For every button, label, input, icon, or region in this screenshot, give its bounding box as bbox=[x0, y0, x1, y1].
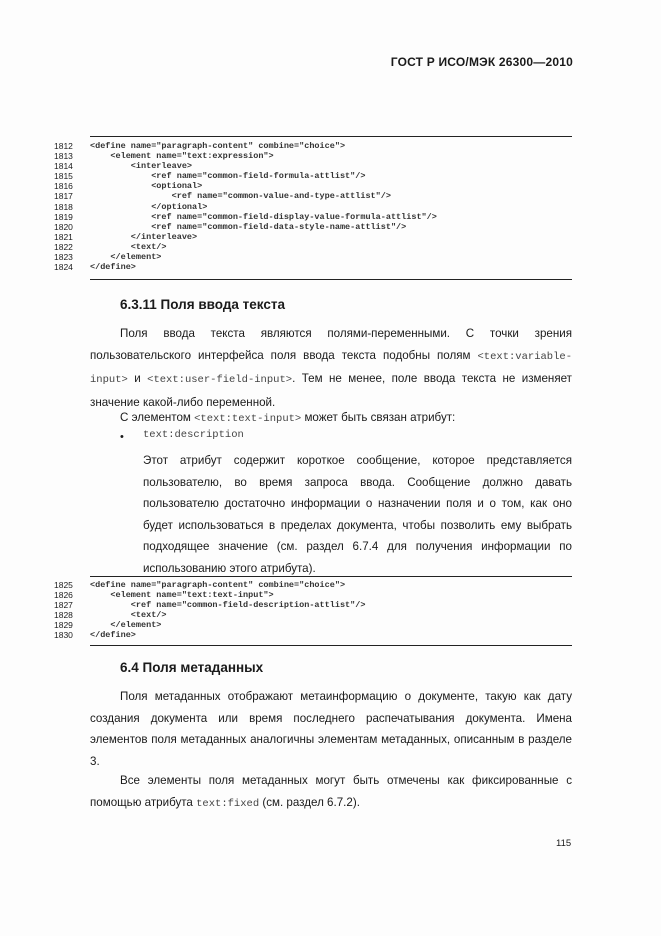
code-text: <optional> bbox=[90, 181, 203, 192]
line-number: 1827 bbox=[54, 600, 73, 611]
line-number: 1815 bbox=[54, 171, 73, 182]
line-number: 1824 bbox=[54, 262, 73, 273]
line-number: 1820 bbox=[54, 221, 73, 232]
attribute-description: Этот атрибут содержит короткое сообщение, которое представляется пользователю, во время запроса ввода. Сообщение должно давать пользователю достаточно информации о назначении поля и о том, как оно будет использоваться в пределах документа, чтобы позволить ему выбрать подходящее значение (см. раздел 6.7.4 для получения информации по использованию этого атрибута). bbox=[143, 454, 572, 575]
code-line bbox=[54, 610, 365, 620]
code-line bbox=[54, 630, 365, 640]
code-line bbox=[54, 232, 437, 242]
line-number: 1825 bbox=[54, 580, 73, 590]
line-number: 1828 bbox=[54, 610, 73, 621]
code-text: <define name="paragraph-content" combine="choice"> bbox=[90, 141, 346, 151]
paragraph-text-input-intro: Поля ввода текста являются полями-переменными. С точки зрения пользовательского интерфейса поля ввода текста подобны полям <text:variable-input> и <text:user-field-input>. Тем не менее, поле ввода текста не изменяет значение какой-либо переменной. bbox=[90, 327, 572, 409]
code-line bbox=[54, 262, 437, 272]
bullet-attribute-name: text:description bbox=[143, 429, 244, 441]
code-bottom-rule bbox=[90, 279, 572, 280]
code-text: <define name="paragraph-content" combine="choice"> bbox=[90, 580, 346, 590]
code-line bbox=[54, 620, 365, 630]
code-text: </define> bbox=[90, 630, 136, 641]
line-number: 1817 bbox=[54, 191, 73, 202]
line-number: 1830 bbox=[54, 630, 73, 641]
code-top-rule bbox=[90, 136, 572, 137]
line-number: 1813 bbox=[54, 151, 73, 162]
code-line bbox=[54, 191, 437, 201]
line-number: 1826 bbox=[54, 590, 73, 601]
code-line bbox=[54, 242, 437, 252]
code-text: </define> bbox=[90, 262, 136, 273]
section-heading-6-3-11: 6.3.11 Поля ввода текста bbox=[120, 297, 285, 312]
code-line bbox=[54, 252, 437, 262]
line-number: 1814 bbox=[54, 161, 73, 172]
code-line bbox=[54, 580, 365, 590]
section-heading-6-4: 6.4 Поля метаданных bbox=[120, 660, 264, 675]
bullet-mark: • bbox=[120, 431, 124, 443]
code-text: </element> bbox=[90, 252, 162, 263]
code-text: </interleave> bbox=[90, 231, 198, 242]
code-line bbox=[54, 151, 437, 161]
code-text: </element> bbox=[90, 620, 162, 631]
document-header: ГОСТ Р ИСО/МЭК 26300—2010 bbox=[390, 55, 573, 69]
code-text: </optional> bbox=[90, 201, 208, 212]
paragraph-metadata-fields: Поля метаданных отображают метаинформацию о документе, такую как дату создания документа или время последнего распечатывания документа. Имена элементов поля метаданных аналогичны элементам метаданных, описанным в разделе 3. bbox=[90, 690, 572, 768]
code-text: <ref name="common-field-description-attlist"/> bbox=[90, 600, 366, 611]
inline-code: <text:variable-input> bbox=[90, 350, 572, 387]
inline-code: <text:text-input> bbox=[194, 413, 302, 425]
line-number: 1822 bbox=[54, 241, 73, 252]
code-bottom-rule bbox=[90, 645, 572, 646]
code-text: <element name="text:expression"> bbox=[90, 151, 274, 162]
line-number: 1823 bbox=[54, 252, 73, 263]
code-line bbox=[54, 212, 437, 222]
line-number: 1816 bbox=[54, 181, 73, 192]
code-line bbox=[54, 141, 437, 151]
line-number: 1829 bbox=[54, 620, 73, 631]
code-line bbox=[54, 171, 437, 181]
code-line bbox=[54, 600, 365, 610]
page-number: 115 bbox=[556, 838, 572, 849]
code-text: <text/> bbox=[90, 241, 167, 252]
code-line bbox=[54, 181, 437, 191]
code-text: <ref name="common-field-display-value-formula-attlist"/> bbox=[90, 211, 437, 222]
code-text: <text/> bbox=[90, 610, 167, 621]
code-text: <ref name="common-field-data-style-name-attlist"/> bbox=[90, 221, 407, 232]
line-number: 1812 bbox=[54, 141, 73, 151]
code-line bbox=[54, 161, 437, 171]
code-text: <ref name="common-field-formula-attlist"/> bbox=[90, 171, 366, 182]
inline-code: <text:user-field-input> bbox=[147, 374, 293, 387]
code-line bbox=[54, 590, 365, 600]
code-text: <interleave> bbox=[90, 161, 193, 172]
code-text: <element name="text:text-input"> bbox=[90, 590, 274, 601]
line-number: 1821 bbox=[54, 231, 73, 242]
paragraph-attribute-intro: С элементом <text:text-input> может быть связан атрибут: bbox=[120, 411, 456, 425]
line-number: 1819 bbox=[54, 211, 73, 222]
line-number: 1818 bbox=[54, 201, 73, 212]
code-top-rule bbox=[90, 576, 572, 577]
code-block-2 bbox=[54, 580, 365, 641]
code-block-1 bbox=[54, 141, 437, 272]
code-text: <ref name="common-value-and-type-attlist"/> bbox=[90, 191, 391, 202]
code-line bbox=[54, 222, 437, 232]
code-line bbox=[54, 202, 437, 212]
paragraph-fixed-attribute: Все элементы поля метаданных могут быть отмечены как фиксированные с помощью атрибута text:fixed (см. раздел 6.7.2). bbox=[90, 774, 572, 810]
inline-code: text:fixed bbox=[196, 797, 260, 810]
